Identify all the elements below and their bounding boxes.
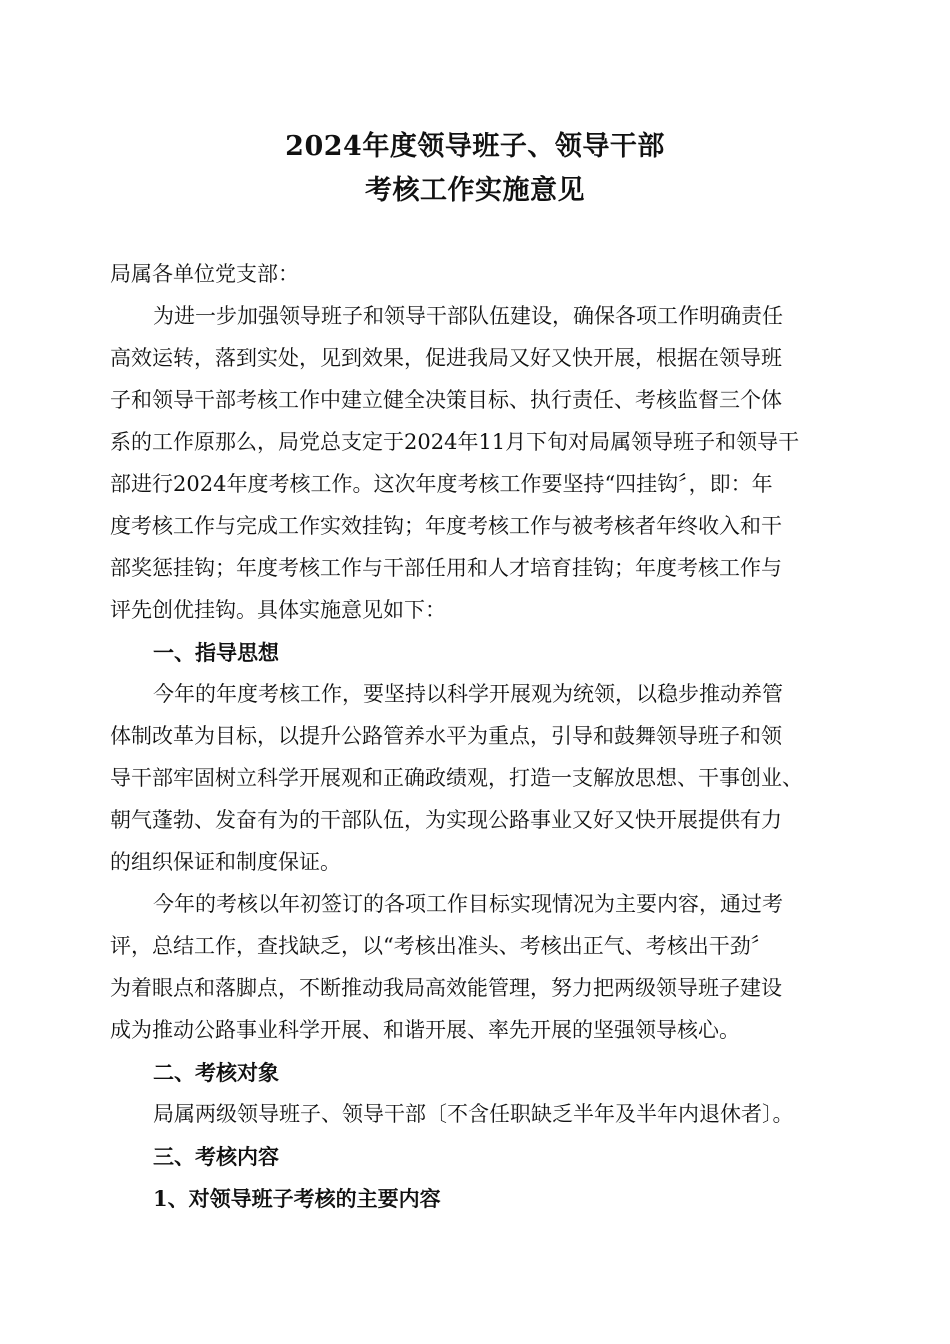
intro-line: 子和领导干部考核工作中建立健全决策目标、执行责任、考核监督三个体: [110, 388, 782, 412]
intro-line: 系的工作原那么，局党总支定于2024年11月下旬对局属领导班子和领导干: [110, 430, 800, 454]
section1-para2-line: 评，总结工作，查找缺乏，以“考核出准头、考核出正气、考核出干劲〞: [110, 934, 772, 958]
intro-line: 部进行2024年度考核工作。这次年度考核工作要坚持“四挂钩〞，即：年: [110, 472, 773, 496]
section1-para1-line: 今年的年度考核工作，要坚持以科学开展观为统领，以稳步推动养管: [153, 682, 783, 706]
section1-para2-line: 今年的考核以年初签订的各项工作目标实现情况为主要内容，通过考: [153, 892, 783, 916]
section1-para1-line: 朝气蓬勃、发奋有为的干部队伍，为实现公路事业又好又快开展提供有力: [110, 808, 782, 832]
section1-para2-line: 为着眼点和落脚点，不断推动我局高效能管理，努力把两级领导班子建设: [110, 976, 782, 1000]
section-heading-assessment-targets: 二、考核对象: [153, 1060, 279, 1085]
section2-text: 局属两级领导班子、领导干部〔不含任职缺乏半年及半年内退休者〕。: [153, 1102, 794, 1126]
section1-para1-line: 导干部牢固树立科学开展观和正确政绩观，打造一支解放思想、干事创业、: [110, 766, 803, 790]
subsection-heading-team-assessment: 1、对领导班子考核的主要内容: [153, 1186, 441, 1211]
section1-para1-line: 体制改革为目标，以提升公路管养水平为重点，引导和鼓舞领导班子和领: [110, 724, 782, 748]
document-title-line-1: 2024年度领导班子、领导干部: [285, 131, 665, 162]
intro-line: 高效运转，落到实处，见到效果，促进我局又好又快开展，根据在领导班: [110, 346, 782, 370]
intro-line: 评先创优挂钩。具体实施意见如下：: [110, 598, 446, 622]
intro-line: 为进一步加强领导班子和领导干部队伍建设，确保各项工作明确责任: [153, 304, 783, 328]
document-title-line-2: 考核工作实施意见: [365, 175, 585, 206]
section1-para1-line: 的组织保证和制度保证。: [110, 850, 341, 874]
section-heading-guiding-ideology: 一、指导思想: [153, 640, 279, 665]
intro-line: 部奖惩挂钩；年度考核工作与干部任用和人才培育挂钩；年度考核工作与: [110, 556, 782, 580]
salutation: 局属各单位党支部：: [110, 262, 299, 286]
section1-para2-line: 成为推动公路事业科学开展、和谐开展、率先开展的坚强领导核心。: [110, 1018, 740, 1042]
intro-line: 度考核工作与完成工作实效挂钩；年度考核工作与被考核者年终收入和干: [110, 514, 782, 538]
section-heading-assessment-content: 三、考核内容: [153, 1144, 279, 1169]
